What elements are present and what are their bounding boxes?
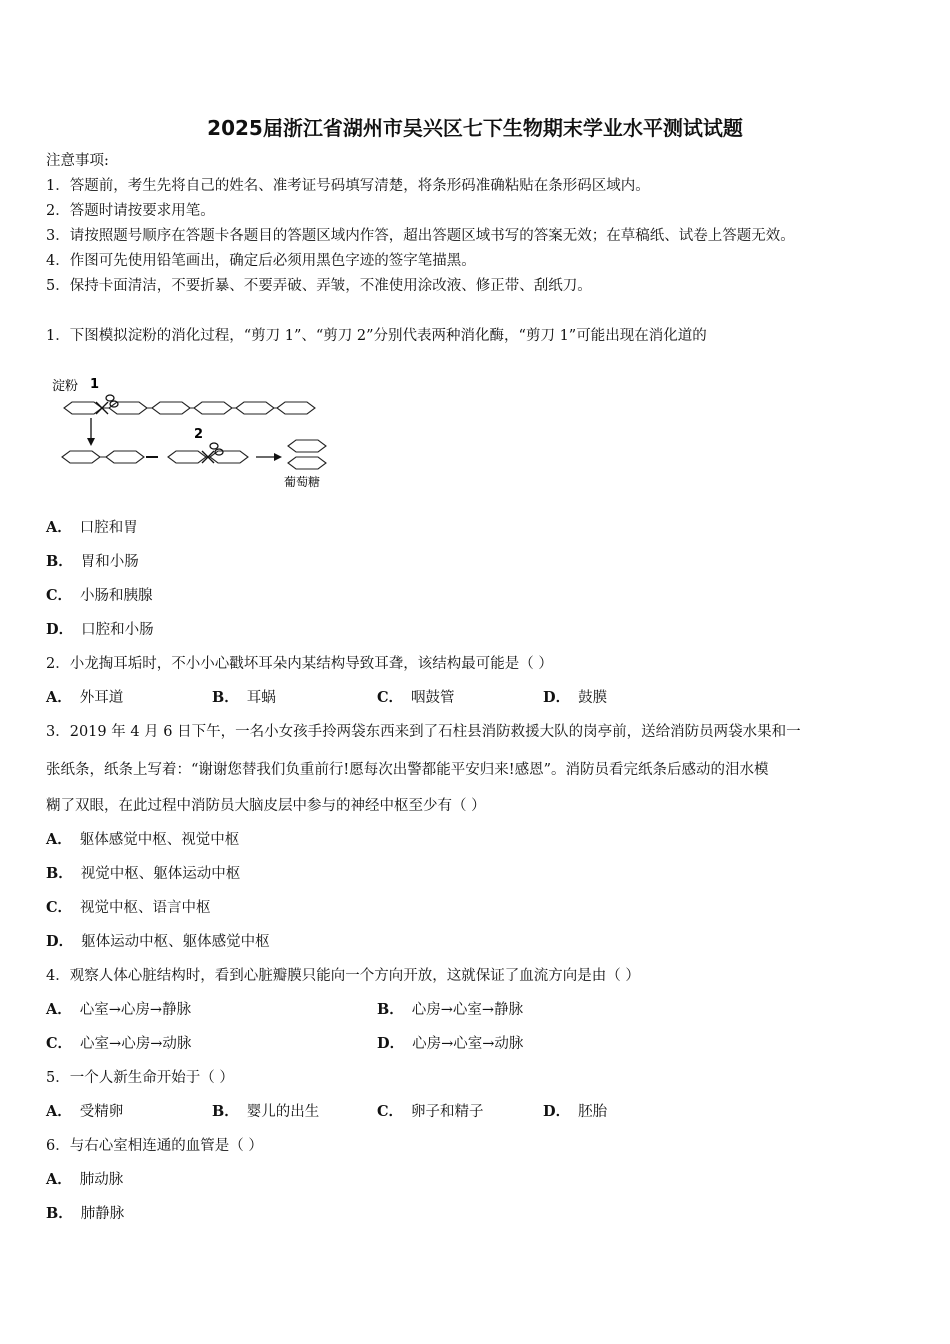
right-arrow-icon (256, 453, 282, 461)
q2-option-d: D． 鼓膜 (543, 689, 608, 706)
q3-option-d: D． 躯体运动中枢、躯体感觉中枢 (46, 933, 270, 950)
notice-heading: 注意事项: (46, 153, 109, 169)
q4-option-a: A． 心室→心房→静脉 (46, 1001, 192, 1018)
notice-item: 4．作图可先使用铅笔画出，确定后必须用黑色字迹的签字笔描黑。 (46, 253, 476, 269)
q5-stem: 5．一个人新生命开始于（ ） (46, 1070, 234, 1086)
q3-option-c: C． 视觉中枢、语言中枢 (46, 899, 211, 916)
down-arrow-icon (87, 418, 95, 446)
cut2-label: 2 (194, 427, 204, 442)
q4-option-d: D． 心房→心室→动脉 (377, 1035, 524, 1052)
q3-stem-line: 张纸条，纸条上写着：“谢谢您替我们负重前行!愿每次出警都能平安归来!感恩”。消防员看完纸条后感动的泪水模 (46, 762, 769, 778)
starch-digestion-diagram (44, 368, 344, 492)
q6-option-a: A． 肺动脉 (46, 1171, 124, 1188)
glucose-units (288, 440, 326, 469)
notice-item: 3．请按照题号顺序在答题卡各题目的答题区域内作答，超出答题区域书写的答案无效；在草稿纸、试卷上答题无效。 (46, 228, 795, 244)
notice-item: 5．保持卡面清洁，不要折暴、不要弄破、弄皱，不准使用涂改液、修正带、刮纸刀。 (46, 278, 592, 294)
q3-option-b: B． 视觉中枢、躯体运动中枢 (46, 865, 241, 882)
notice-item: 2．答题时请按要求用笔。 (46, 203, 215, 219)
q2-option-c: C． 咽鼓管 (377, 689, 455, 706)
q1-option-c: C． 小肠和胰腺 (46, 587, 153, 604)
q3-option-a: A． 躯体感觉中枢、视觉中枢 (46, 831, 240, 848)
starch-label: 淀粉 (52, 379, 79, 394)
q4-option-c: C． 心室→心房→动脉 (46, 1035, 192, 1052)
q6-option-b: B． 肺静脉 (46, 1205, 125, 1222)
glucose-label: 葡萄糖 (284, 475, 321, 489)
q3-stem-line: 3．2019 年 4 月 6 日下午，一名小女孩手拎两袋东西来到了石柱县消防救援大队的岗亭前，送给消防员两袋水果和一 (46, 724, 801, 740)
q1-option-d: D． 口腔和小肠 (46, 621, 154, 638)
q5-option-c: C． 卵子和精子 (377, 1103, 484, 1120)
q2-option-a: A． 外耳道 (46, 689, 124, 706)
q5-option-a: A． 受精卵 (46, 1103, 124, 1120)
q1-stem: 1．下图模拟淀粉的消化过程，“剪刀 1”、“剪刀 2”分别代表两种消化酶，“剪刀 1”可能出现在消化道的 (46, 328, 707, 344)
q3-stem-line: 糊了双眼，在此过程中消防员大脑皮层中参与的神经中枢至少有（ ） (46, 798, 486, 814)
disaccharide-fragment (62, 451, 144, 463)
notice-item: 1．答题前，考生先将自己的姓名、准考证号码填写清楚，将条形码准确粘贴在条形码区域内。 (46, 178, 650, 194)
q5-option-d: D． 胚胎 (543, 1103, 608, 1120)
q4-option-b: B． 心房→心室→静脉 (377, 1001, 524, 1018)
q4-stem: 4．观察人体心脏结构时，看到心脏瓣膜只能向一个方向开放，这就保证了血流方向是由（ ） (46, 968, 640, 984)
q1-option-b: B． 胃和小肠 (46, 553, 139, 570)
page-title: 2025届浙江省湖州市吴兴区七下生物期末学业水平测试试题 (207, 116, 743, 140)
q5-option-b: B． 婴儿的出生 (212, 1103, 320, 1120)
q2-option-b: B． 耳蜗 (212, 689, 276, 706)
q6-stem: 6．与右心室相连通的血管是（ ） (46, 1138, 263, 1154)
q2-stem: 2．小龙掏耳垢时，不小小心戳坏耳朵内某结构导致耳聋，该结构最可能是（ ） (46, 656, 553, 672)
cut1-label: 1 (90, 377, 100, 392)
q1-option-a: A． 口腔和胃 (46, 519, 138, 536)
